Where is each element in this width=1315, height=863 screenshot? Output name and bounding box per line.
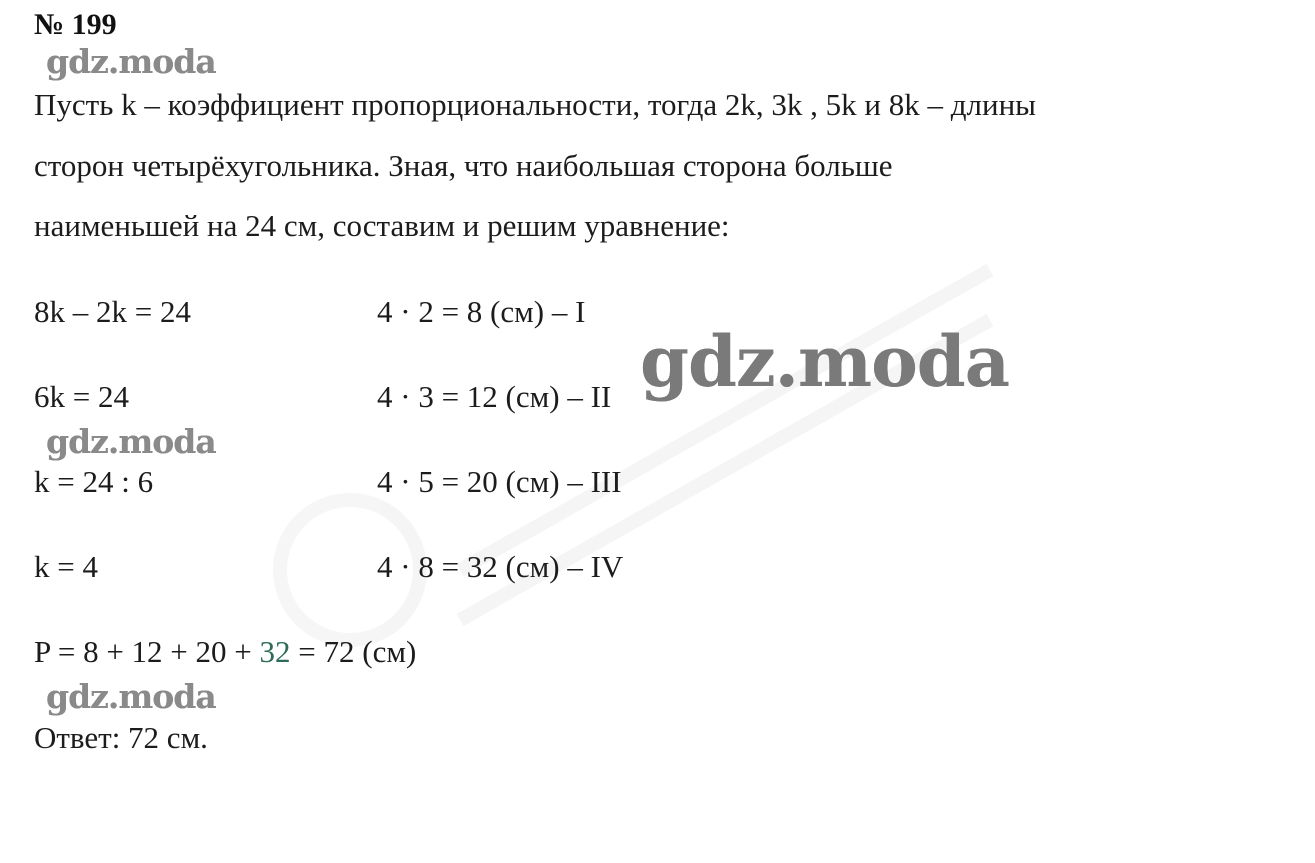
intro-line-2: сторон четырёхугольника. Зная, что наибольшая сторона больше xyxy=(34,148,893,183)
perimeter-line xyxy=(34,633,416,671)
problem-number: № 199 xyxy=(34,8,117,41)
intro-line-3: наименьшей на 24 см, составим и решим уравнение: xyxy=(34,208,730,243)
watermark-logo-bottom: gdz.moda xyxy=(46,677,216,716)
perimeter-start: P = 8 + 12 + 20 + xyxy=(34,634,260,669)
answer-line: Ответ: 72 см. xyxy=(34,720,208,755)
perimeter-end: = 72 (см) xyxy=(290,634,417,669)
equation-left-3: k = 24 : 6 xyxy=(34,464,154,499)
equation-left-1: 8k – 2k = 24 xyxy=(34,294,191,329)
equation-left-4: k = 4 xyxy=(34,549,98,584)
perimeter-highlight: 32 xyxy=(259,634,291,669)
equation-right-3: 4 · 5 = 20 (см) – III xyxy=(377,464,622,499)
watermark-logo-top: gdz.moda xyxy=(46,42,216,81)
watermark-logo-middle: gdz.moda xyxy=(46,422,216,461)
equation-right-2: 4 · 3 = 12 (см) – II xyxy=(377,379,612,414)
equation-left-2: 6k = 24 xyxy=(34,379,129,414)
equation-right-1: 4 · 2 = 8 (см) – I xyxy=(377,294,586,329)
intro-line-1: Пусть k – коэффициент пропорциональности, тогда 2k, 3k , 5k и 8k – длины xyxy=(34,87,1037,122)
watermark-logo-large: gdz.moda xyxy=(640,320,1010,403)
equation-right-4: 4 · 8 = 32 (см) – IV xyxy=(377,549,624,584)
